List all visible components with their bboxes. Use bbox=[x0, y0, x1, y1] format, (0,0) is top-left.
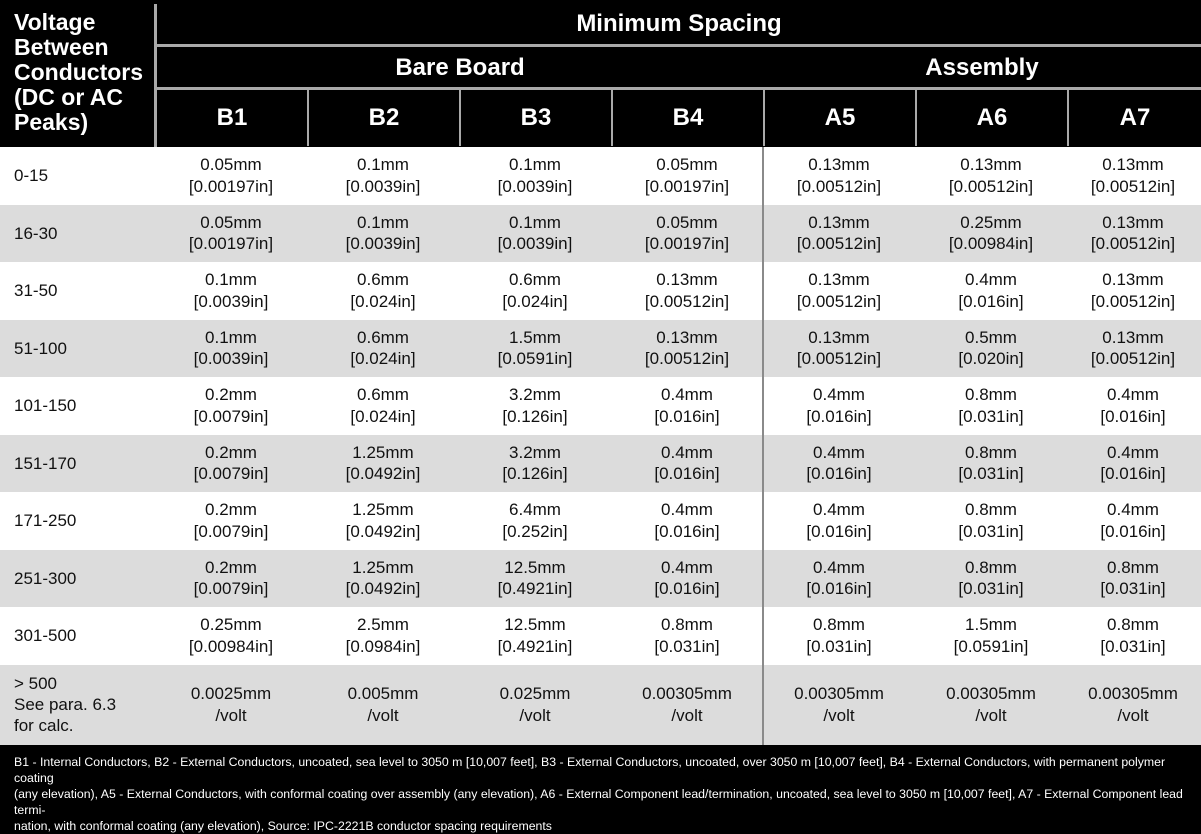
spacing-cell-b3 bbox=[459, 154, 611, 197]
spacing-in: [0.031in] bbox=[958, 579, 1024, 599]
spacing-in: [0.00512in] bbox=[796, 291, 882, 311]
voltage-cell: 251-300 bbox=[14, 568, 77, 588]
spacing-in: [0.0039in] bbox=[193, 349, 269, 369]
spacing-mm: 0.00305mm bbox=[642, 684, 732, 704]
spacing-cell-a7 bbox=[1067, 212, 1199, 255]
spacing-mm: 0.6mm bbox=[357, 270, 409, 290]
spacing-cell-b2 bbox=[307, 154, 459, 197]
spacing-mm: 0.0025mm bbox=[190, 684, 272, 704]
spacing-cell-a7 bbox=[1067, 683, 1199, 726]
spacing-in: [0.031in] bbox=[654, 636, 720, 656]
spacing-mm: 1.25mm bbox=[352, 557, 414, 577]
spacing-mm: 0.05mm bbox=[656, 212, 718, 232]
spacing-cell-a7 bbox=[1067, 269, 1199, 312]
spacing-mm: 0.8mm bbox=[661, 615, 713, 635]
voltage-header-line: Peaks) bbox=[14, 109, 89, 135]
spacing-in: [0.016in] bbox=[806, 464, 872, 484]
table-row bbox=[0, 550, 1201, 608]
spacing-in: /volt bbox=[367, 705, 399, 725]
spacing-mm: 0.4mm bbox=[1107, 442, 1159, 462]
spacing-in: [0.0039in] bbox=[497, 234, 573, 254]
spacing-mm: 1.25mm bbox=[352, 442, 414, 462]
column-divider bbox=[611, 90, 613, 146]
spacing-in: [0.4921in] bbox=[497, 579, 573, 599]
spacing-mm: 0.00305mm bbox=[946, 684, 1036, 704]
spacing-mm: 0.00305mm bbox=[1088, 684, 1178, 704]
column-header-b1: B1 bbox=[216, 104, 248, 131]
spacing-cell-b3 bbox=[459, 269, 611, 312]
spacing-in: [0.0039in] bbox=[345, 234, 421, 254]
voltage-text: for calc. bbox=[14, 716, 74, 736]
spacing-in: [0.0079in] bbox=[193, 579, 269, 599]
spacing-in: [0.016in] bbox=[958, 291, 1024, 311]
spacing-cell-b4 bbox=[611, 384, 763, 427]
spacing-cell-a7 bbox=[1067, 327, 1199, 370]
voltage-cell: 101-150 bbox=[14, 396, 77, 416]
spacing-cell-b2 bbox=[307, 499, 459, 542]
voltage-cell: 0-15 bbox=[14, 166, 49, 186]
spacing-mm: 0.6mm bbox=[509, 270, 561, 290]
voltage-cell: 51-100 bbox=[14, 338, 67, 358]
spacing-mm: 0.1mm bbox=[357, 212, 409, 232]
column-header-a6: A6 bbox=[976, 104, 1008, 131]
spacing-cell-a5 bbox=[763, 212, 915, 255]
table-row bbox=[0, 320, 1201, 378]
spacing-mm: 0.8mm bbox=[965, 500, 1017, 520]
spacing-mm: 0.05mm bbox=[200, 212, 262, 232]
table-row bbox=[0, 262, 1201, 320]
spacing-cell-a5 bbox=[763, 327, 915, 370]
spacing-in: [0.00512in] bbox=[796, 349, 882, 369]
spacing-in: [0.0079in] bbox=[193, 464, 269, 484]
spacing-cell-b3 bbox=[459, 212, 611, 255]
spacing-mm: 0.2mm bbox=[205, 500, 257, 520]
spacing-in: [0.016in] bbox=[806, 521, 872, 541]
spacing-in: [0.024in] bbox=[502, 291, 568, 311]
spacing-mm: 0.4mm bbox=[813, 385, 865, 405]
spacing-in: [0.016in] bbox=[806, 406, 872, 426]
spacing-mm: 0.13mm bbox=[656, 327, 718, 347]
spacing-in: [0.00512in] bbox=[796, 176, 882, 196]
voltage-header-line: Voltage bbox=[14, 9, 96, 35]
spacing-cell-b1 bbox=[155, 384, 307, 427]
spacing-cell-b4 bbox=[611, 327, 763, 370]
spacing-in: [0.024in] bbox=[350, 349, 416, 369]
spacing-in: [0.00984in] bbox=[948, 234, 1034, 254]
column-header-b3: B3 bbox=[520, 104, 552, 131]
spacing-cell-a6 bbox=[915, 327, 1067, 370]
spacing-in: [0.016in] bbox=[654, 464, 720, 484]
spacing-mm: 0.4mm bbox=[661, 557, 713, 577]
table-row bbox=[0, 147, 1201, 205]
spacing-mm: 0.13mm bbox=[960, 155, 1022, 175]
table-row bbox=[0, 205, 1201, 263]
spacing-cell-b2 bbox=[307, 683, 459, 726]
spacing-cell-b2 bbox=[307, 327, 459, 370]
spacing-cell-b3 bbox=[459, 327, 611, 370]
spacing-cell-b1 bbox=[155, 327, 307, 370]
spacing-in: [0.00512in] bbox=[1090, 176, 1176, 196]
spacing-mm: 0.4mm bbox=[813, 442, 865, 462]
spacing-in: [0.00512in] bbox=[1090, 234, 1176, 254]
voltage-cell: 16-30 bbox=[14, 223, 58, 243]
spacing-mm: 1.25mm bbox=[352, 500, 414, 520]
spacing-in: [0.0039in] bbox=[497, 176, 573, 196]
spacing-cell-b1 bbox=[155, 499, 307, 542]
spacing-mm: 0.4mm bbox=[1107, 385, 1159, 405]
assembly-header: Assembly bbox=[925, 54, 1039, 81]
spacing-cell-b4 bbox=[611, 557, 763, 600]
spacing-cell-a5 bbox=[763, 683, 915, 726]
spacing-cell-b4 bbox=[611, 212, 763, 255]
spacing-in: [0.0492in] bbox=[345, 464, 421, 484]
spacing-cell-b2 bbox=[307, 557, 459, 600]
spacing-cell-a5 bbox=[763, 499, 915, 542]
spacing-cell-b4 bbox=[611, 269, 763, 312]
spacing-in: [0.00512in] bbox=[948, 176, 1034, 196]
spacing-in: [0.020in] bbox=[958, 349, 1024, 369]
spacing-in: [0.024in] bbox=[350, 291, 416, 311]
spacing-in: [0.031in] bbox=[1100, 636, 1166, 656]
voltage-cell: 301-500 bbox=[14, 626, 77, 646]
spacing-mm: 3.2mm bbox=[509, 385, 561, 405]
spacing-mm: 0.8mm bbox=[1107, 615, 1159, 635]
spacing-mm: 0.13mm bbox=[1102, 270, 1164, 290]
spacing-mm: 0.8mm bbox=[965, 557, 1017, 577]
spacing-in: [0.126in] bbox=[502, 406, 568, 426]
spacing-cell-b1 bbox=[155, 442, 307, 485]
spacing-in: [0.0492in] bbox=[345, 521, 421, 541]
bare-board-header: Bare Board bbox=[395, 54, 525, 81]
spacing-in: [0.0984in] bbox=[345, 636, 421, 656]
spacing-in: [0.016in] bbox=[654, 579, 720, 599]
spacing-in: [0.024in] bbox=[350, 406, 416, 426]
spacing-cell-a6 bbox=[915, 384, 1067, 427]
spacing-mm: 0.6mm bbox=[357, 385, 409, 405]
spacing-cell-b2 bbox=[307, 384, 459, 427]
spacing-mm: 0.05mm bbox=[656, 155, 718, 175]
spacing-mm: 0.4mm bbox=[965, 270, 1017, 290]
spacing-cell-b1 bbox=[155, 269, 307, 312]
spacing-in: [0.00512in] bbox=[1090, 291, 1176, 311]
spacing-mm: 0.8mm bbox=[965, 385, 1017, 405]
spacing-cell-a6 bbox=[915, 154, 1067, 197]
spacing-mm: 0.13mm bbox=[808, 212, 870, 232]
spacing-mm: 12.5mm bbox=[504, 557, 566, 577]
column-divider bbox=[763, 90, 765, 146]
spacing-in: [0.00512in] bbox=[796, 234, 882, 254]
spacing-in: /volt bbox=[671, 705, 703, 725]
spacing-mm: 0.13mm bbox=[1102, 327, 1164, 347]
spacing-cell-a7 bbox=[1067, 614, 1199, 657]
spacing-cell-b2 bbox=[307, 442, 459, 485]
voltage-header-line: Between bbox=[14, 34, 109, 60]
footnote bbox=[0, 745, 1201, 833]
spacing-mm: 0.1mm bbox=[357, 155, 409, 175]
spacing-cell-b3 bbox=[459, 683, 611, 726]
spacing-mm: 0.4mm bbox=[813, 557, 865, 577]
spacing-mm: 0.4mm bbox=[661, 385, 713, 405]
spacing-cell-b4 bbox=[611, 614, 763, 657]
voltage-cell: 171-250 bbox=[14, 511, 77, 531]
spacing-in: [0.016in] bbox=[806, 579, 872, 599]
spacing-cell-a6 bbox=[915, 614, 1067, 657]
spacing-cell-a7 bbox=[1067, 442, 1199, 485]
spacing-mm: 0.1mm bbox=[509, 212, 561, 232]
spacing-mm: 0.8mm bbox=[965, 442, 1017, 462]
footnote-line: nation, with conformal coating (any elevation), Source: IPC-2221B conductor spacing requirements bbox=[14, 819, 552, 833]
table-row bbox=[0, 377, 1201, 435]
minimum-spacing-header: Minimum Spacing bbox=[576, 10, 782, 37]
footnote-line: (any elevation), A5 - External Conductors, with conformal coating over assembly (any elevation), A6 - External Component lead/termination, uncoated, sea level to 3050 m [10,007 feet], A7 - External Component lead termi- bbox=[14, 787, 1183, 817]
spacing-in: [0.0079in] bbox=[193, 406, 269, 426]
voltage-cell: 31-50 bbox=[14, 281, 58, 301]
spacing-mm: 0.13mm bbox=[1102, 212, 1164, 232]
spacing-in: [0.00197in] bbox=[188, 176, 274, 196]
spacing-mm: 0.13mm bbox=[808, 155, 870, 175]
spacing-cell-a7 bbox=[1067, 499, 1199, 542]
column-header-a5: A5 bbox=[824, 104, 856, 131]
spacing-in: [0.00197in] bbox=[644, 176, 730, 196]
table-row bbox=[0, 665, 1201, 746]
spacing-mm: 0.4mm bbox=[1107, 500, 1159, 520]
column-divider bbox=[459, 90, 461, 146]
spacing-in: [0.00197in] bbox=[644, 234, 730, 254]
spacing-in: [0.031in] bbox=[958, 406, 1024, 426]
spacing-cell-a6 bbox=[915, 269, 1067, 312]
spacing-mm: 0.005mm bbox=[347, 684, 419, 704]
spacing-cell-b4 bbox=[611, 499, 763, 542]
column-header-a7: A7 bbox=[1119, 104, 1151, 131]
spacing-cell-a6 bbox=[915, 557, 1067, 600]
spacing-mm: 0.5mm bbox=[965, 327, 1017, 347]
table-row bbox=[0, 435, 1201, 493]
column-divider bbox=[307, 90, 309, 146]
spacing-mm: 0.8mm bbox=[813, 615, 865, 635]
spacing-in: [0.031in] bbox=[806, 636, 872, 656]
spacing-mm: 0.1mm bbox=[205, 327, 257, 347]
spacing-cell-b3 bbox=[459, 614, 611, 657]
column-header-b2: B2 bbox=[368, 104, 400, 131]
column-divider bbox=[1067, 90, 1069, 146]
spacing-mm: 0.05mm bbox=[200, 155, 262, 175]
spacing-cell-b1 bbox=[155, 154, 307, 197]
voltage-header bbox=[0, 0, 156, 147]
spacing-mm: 0.8mm bbox=[1107, 557, 1159, 577]
column-header-b4: B4 bbox=[672, 104, 704, 131]
spacing-in: [0.016in] bbox=[1100, 521, 1166, 541]
column-divider bbox=[915, 90, 917, 146]
spacing-mm: 0.25mm bbox=[200, 615, 262, 635]
spacing-mm: 12.5mm bbox=[504, 615, 566, 635]
spacing-mm: 0.2mm bbox=[205, 385, 257, 405]
spacing-cell-b3 bbox=[459, 384, 611, 427]
spacing-cell-a5 bbox=[763, 557, 915, 600]
spacing-in: [0.0039in] bbox=[345, 176, 421, 196]
spacing-mm: 0.4mm bbox=[813, 500, 865, 520]
spacing-mm: 0.13mm bbox=[808, 270, 870, 290]
spacing-mm: 0.4mm bbox=[661, 500, 713, 520]
spacing-cell-a6 bbox=[915, 683, 1067, 726]
spacing-in: [0.126in] bbox=[502, 464, 568, 484]
spacing-cell-a7 bbox=[1067, 384, 1199, 427]
spacing-in: [0.00984in] bbox=[188, 636, 274, 656]
spacing-in: [0.252in] bbox=[502, 521, 568, 541]
spacing-cell-b1 bbox=[155, 212, 307, 255]
spacing-cell-b2 bbox=[307, 269, 459, 312]
spacing-cell-a5 bbox=[763, 442, 915, 485]
spacing-in: /volt bbox=[519, 705, 551, 725]
spacing-cell-b2 bbox=[307, 614, 459, 657]
spacing-in: [0.031in] bbox=[958, 464, 1024, 484]
spacing-in: [0.031in] bbox=[1100, 579, 1166, 599]
spacing-in: /volt bbox=[975, 705, 1007, 725]
spacing-in: [0.031in] bbox=[958, 521, 1024, 541]
spacing-mm: 0.25mm bbox=[960, 212, 1022, 232]
spacing-cell-a5 bbox=[763, 384, 915, 427]
spacing-in: [0.00512in] bbox=[644, 291, 730, 311]
spacing-cell-b3 bbox=[459, 442, 611, 485]
spacing-cell-a6 bbox=[915, 442, 1067, 485]
spacing-in: [0.0591in] bbox=[953, 636, 1029, 656]
spacing-mm: 0.1mm bbox=[509, 155, 561, 175]
spacing-mm: 2.5mm bbox=[357, 615, 409, 635]
spacing-cell-b1 bbox=[155, 683, 307, 726]
spacing-mm: 0.2mm bbox=[205, 442, 257, 462]
spacing-in: [0.00512in] bbox=[1090, 349, 1176, 369]
spacing-in: [0.00512in] bbox=[644, 349, 730, 369]
spacing-mm: 0.2mm bbox=[205, 557, 257, 577]
spacing-mm: 0.13mm bbox=[656, 270, 718, 290]
spacing-in: [0.016in] bbox=[1100, 406, 1166, 426]
group-divider bbox=[762, 147, 764, 745]
spacing-cell-b2 bbox=[307, 212, 459, 255]
voltage-header-line: Conductors bbox=[14, 59, 144, 85]
spacing-in: [0.016in] bbox=[654, 521, 720, 541]
spacing-in: [0.0492in] bbox=[345, 579, 421, 599]
spacing-in: /volt bbox=[823, 705, 855, 725]
voltage-cell bbox=[0, 673, 155, 736]
spacing-mm: 0.13mm bbox=[1102, 155, 1164, 175]
spacing-in: [0.4921in] bbox=[497, 636, 573, 656]
spacing-mm: 1.5mm bbox=[509, 327, 561, 347]
spacing-mm: 0.6mm bbox=[357, 327, 409, 347]
spacing-cell-a6 bbox=[915, 212, 1067, 255]
spacing-cell-a5 bbox=[763, 269, 915, 312]
spacing-mm: 0.025mm bbox=[499, 684, 571, 704]
spacing-mm: 0.13mm bbox=[808, 327, 870, 347]
spacing-cell-a5 bbox=[763, 154, 915, 197]
spacing-mm: 0.00305mm bbox=[794, 684, 884, 704]
spacing-mm: 6.4mm bbox=[509, 500, 561, 520]
spacing-cell-b1 bbox=[155, 557, 307, 600]
spacing-cell-b4 bbox=[611, 154, 763, 197]
spacing-in: /volt bbox=[1117, 705, 1149, 725]
spacing-mm: 1.5mm bbox=[965, 615, 1017, 635]
voltage-header-line: (DC or AC bbox=[14, 84, 124, 110]
spacing-in: [0.0039in] bbox=[193, 291, 269, 311]
spacing-mm: 0.4mm bbox=[661, 442, 713, 462]
spacing-cell-b4 bbox=[611, 683, 763, 726]
spacing-cell-a7 bbox=[1067, 154, 1199, 197]
spacing-in: [0.0079in] bbox=[193, 521, 269, 541]
spacing-in: [0.0591in] bbox=[497, 349, 573, 369]
spacing-in: [0.016in] bbox=[1100, 464, 1166, 484]
table-body bbox=[0, 147, 1201, 745]
spacing-in: [0.016in] bbox=[654, 406, 720, 426]
voltage-text: See para. 6.3 bbox=[14, 695, 117, 715]
voltage-cell: 151-170 bbox=[14, 453, 77, 473]
spacing-mm: 0.1mm bbox=[205, 270, 257, 290]
spacing-cell-a6 bbox=[915, 499, 1067, 542]
spacing-cell-b1 bbox=[155, 614, 307, 657]
spacing-in: /volt bbox=[215, 705, 247, 725]
spacing-cell-a5 bbox=[763, 614, 915, 657]
spacing-cell-a7 bbox=[1067, 557, 1199, 600]
spacing-cell-b4 bbox=[611, 442, 763, 485]
spacing-mm: 3.2mm bbox=[509, 442, 561, 462]
spacing-cell-b3 bbox=[459, 499, 611, 542]
voltage-text: > 500 bbox=[14, 674, 58, 694]
footnote-line: B1 - Internal Conductors, B2 - External Conductors, uncoated, sea level to 3050 m [10,007 feet], B3 - External Conductors, uncoated, over 3050 m [10,007 feet], B4 - External Conductors, with permanent polymer coating bbox=[14, 755, 1166, 785]
table-row bbox=[0, 607, 1201, 665]
spacing-cell-b3 bbox=[459, 557, 611, 600]
table-row bbox=[0, 492, 1201, 550]
spacing-in: [0.00197in] bbox=[188, 234, 274, 254]
